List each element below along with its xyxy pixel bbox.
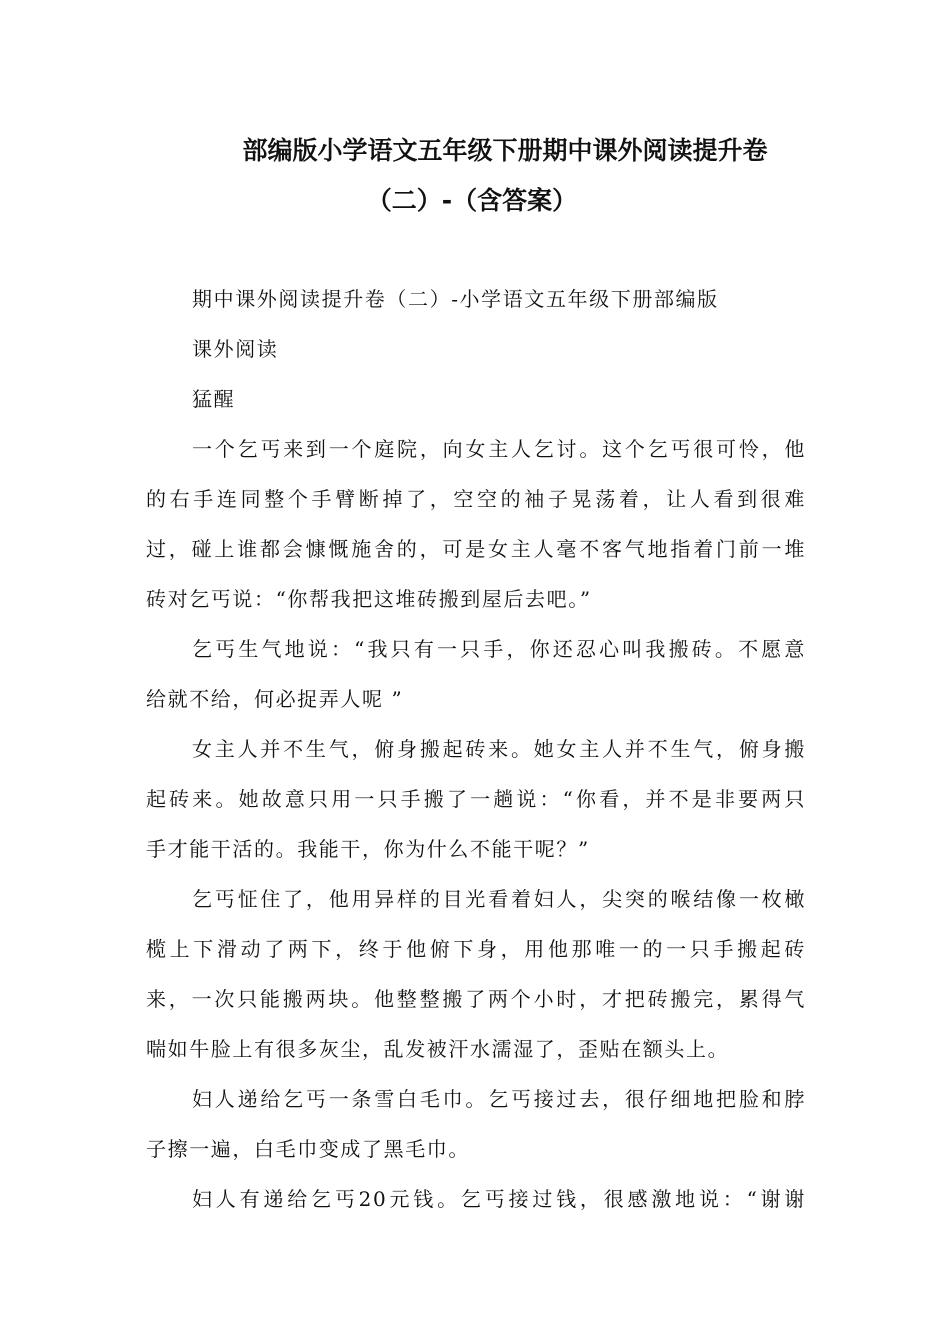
paragraph-line: 过，碰上谁都会慷慨施舍的，可是女主人毫不客气地指着门前一堆 [146,537,806,561]
paragraph-6 [146,1174,806,1224]
paragraph-1 [146,424,806,624]
paragraph-line: 女主人并不生气，俯身搬起砖来。她女主人并不生气，俯身搬 [192,737,806,761]
paragraph-line: 乞丐生气地说：“我只有一只手，你还忍心叫我搬砖。不愿意 [192,637,806,661]
paragraph-line: 来，一次只能搬两块。他整整搬了两个小时，才把砖搬完，累得气 [146,987,806,1011]
paragraph-line: 妇人递给乞丐一条雪白毛巾。乞丐接过去，很仔细地把脸和脖 [192,1087,806,1111]
paragraph-5 [146,1074,806,1174]
paragraph-line: 子擦一遍，白毛巾变成了黑毛巾。 [146,1137,470,1161]
document-title-line-2: （二）-（含答案） [366,186,578,215]
subtitle-text: 期中课外阅读提升卷（二）-小学语文五年级下册部编版 [192,287,719,311]
paragraph-line: 榄上下滑动了两下，终于他俯下身，用他那唯一的一只手搬起砖 [146,937,806,961]
paragraph-line: 喘如牛脸上有很多灰尘，乱发被汗水濡湿了，歪贴在额头上。 [146,1037,730,1061]
story-title-text: 猛醒 [192,387,236,411]
document-title-line-1: 部编版小学语文五年级下册期中课外阅读提升卷 [242,136,768,165]
paragraph-2 [146,624,806,724]
paragraph-3 [146,724,806,874]
paragraph-4 [146,874,806,1074]
section-heading-text: 课外阅读 [192,337,279,361]
story-title [146,374,806,424]
paragraph-line: 手才能干活的。我能干，你为什么不能干呢？” [146,837,590,861]
paragraph-line: 的右手连同整个手臂断掉了，空空的袖子晃荡着，让人看到很难 [146,487,806,511]
paragraph-line: 妇人有递给乞丐20元钱。乞丐接过钱，很感激地说：“谢谢 [192,1187,806,1211]
paragraph-line: 起砖来。她故意只用一只手搬了一趟说：“你看，并不是非要两只 [146,787,806,811]
paragraph-line: 给就不给，何必捉弄人呢 ” [146,687,404,711]
paragraph-line: 砖对乞丐说：“你帮我把这堆砖搬到屋后去吧。” [146,587,592,611]
section-heading [146,324,806,374]
paragraph-line: 乞丐怔住了，他用异样的目光看着妇人，尖突的喉结像一枚橄 [192,887,806,911]
document-subtitle [146,274,806,324]
paragraph-line: 一个乞丐来到一个庭院，向女主人乞讨。这个乞丐很可怜，他 [192,437,806,461]
